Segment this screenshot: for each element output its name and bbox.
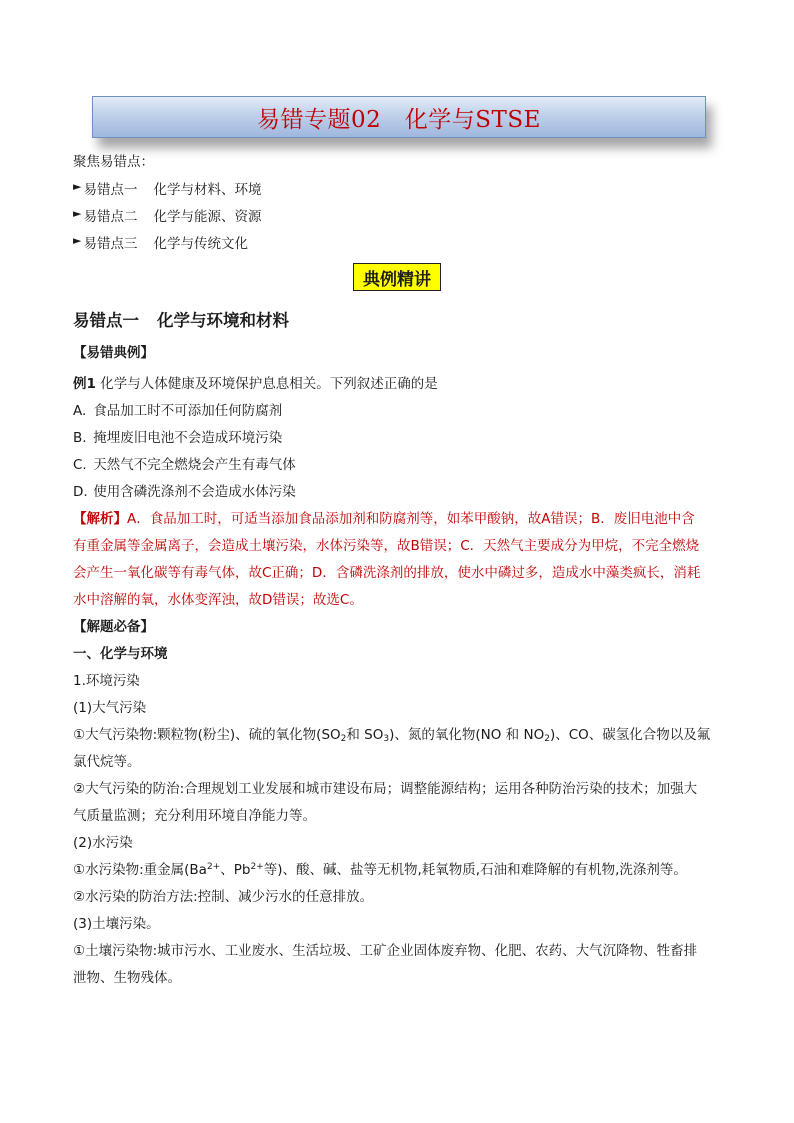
focus-heading: 聚焦易错点： <box>73 154 154 170</box>
section-title: 化学与环境和材料 <box>157 311 289 330</box>
option-letter: C. <box>73 457 87 473</box>
option-b <box>73 425 723 452</box>
part-heading: 一、化学与环境 <box>73 646 168 662</box>
focus-item-text: 化学与能源、资源 <box>153 209 262 225</box>
air-p2-cont: 气质量监测；充分利用环境自净能力等。 <box>73 808 316 824</box>
section-num: 易错点一 <box>73 311 139 330</box>
air-heading: (1)大气污染 <box>73 700 147 716</box>
focus-item-text: 化学与材料、环境 <box>153 182 262 198</box>
focus-item-num: 易错点二 <box>83 209 138 225</box>
example-question <box>73 371 723 398</box>
option-letter: A. <box>73 403 87 419</box>
focus-points <box>73 150 261 259</box>
water-p2: ②水污染的防治方法:控制、减少污水的任意排放。 <box>73 889 374 905</box>
typical-label: 【易错典例】 <box>73 345 154 361</box>
air-p1-cont: 氯代烷等。 <box>73 754 141 770</box>
air-p2: ②大气污染的防治:合理规划工业发展和城市建设布局；调整能源结构；运用各种防治污染的技术；加强大 <box>73 781 698 797</box>
analysis-line: 【解析】A．食品加工时，可适当添加食品添加剂和防腐剂等，如苯甲酸钠，故A错误；B．废旧电池中含 <box>73 511 695 527</box>
example-badge: 典例精讲 <box>353 263 441 291</box>
analysis-line: 会产生一氧化碳等有毒气体，故C正确；D．含磷洗涤剂的排放，使水中磷过多，造成水中藻类疯长，消耗 <box>73 565 701 581</box>
option-text: 掩埋废旧电池不会造成环境污染 <box>93 430 283 446</box>
triangle-right-icon: ► <box>73 234 82 247</box>
water-heading: (2)水污染 <box>73 835 133 851</box>
example-block <box>73 340 723 992</box>
option-c <box>73 452 723 479</box>
page-title: 易错专题02 化学与STSE <box>257 106 541 133</box>
option-d <box>73 479 723 506</box>
option-letter: D. <box>73 484 88 500</box>
water-p1: ①水污染物:重金属($Ba^{2+}$、$Pb^{2+}$等)、酸、碱、盐等无机物,耗氧物质,石油和难降解的有机物,洗涤剂等。 <box>73 862 687 878</box>
soil-p1: ①土壤污染物:城市污水、工业废水、生活垃圾、工矿企业固体废弃物、化肥、农药、大气沉降物、牲畜排 <box>73 943 698 959</box>
air-p1: ①大气污染物:颗粒物(粉尘)、硫的氧化物($SO_2$和 $SO_3$)、氮的氧化物(NO 和 $NO_2$)、CO、碳氢化合物以及氟 <box>73 727 711 744</box>
option-text: 天然气不完全燃烧会产生有毒气体 <box>93 457 296 473</box>
question-text: 化学与人体健康及环境保护息息相关。下列叙述正确的是 <box>100 376 438 392</box>
analysis-label: 【解析】 <box>73 511 127 527</box>
analysis-line: 水中溶解的氧，水体变浑浊，故D错误；故选C。 <box>73 592 363 608</box>
sub-heading: 1.环境污染 <box>73 673 140 689</box>
focus-item <box>73 232 261 259</box>
focus-item-num: 易错点三 <box>83 236 138 252</box>
section-heading <box>73 307 289 331</box>
triangle-right-icon: ► <box>73 180 82 193</box>
title-banner <box>92 96 706 138</box>
soil-p1-cont: 泄物、生物残体。 <box>73 970 181 986</box>
option-text: 使用含磷洗涤剂不会造成水体污染 <box>93 484 296 500</box>
focus-item <box>73 205 261 232</box>
focus-item-num: 易错点一 <box>83 182 138 198</box>
triangle-right-icon: ► <box>73 207 82 220</box>
prep-label: 【解题必备】 <box>73 619 154 635</box>
option-text: 食品加工时不可添加任何防腐剂 <box>93 403 283 419</box>
focus-item-text: 化学与传统文化 <box>153 236 248 252</box>
focus-item <box>73 178 261 205</box>
analysis-line: 有重金属等金属离子，会造成土壤污染，水体污染等，故B错误；C．天然气主要成分为甲烷，不完全燃烧 <box>73 538 700 554</box>
option-letter: B. <box>73 430 87 446</box>
example-label: 例1 <box>73 376 96 392</box>
option-a <box>73 398 723 425</box>
soil-heading: (3)土壤污染。 <box>73 916 160 932</box>
